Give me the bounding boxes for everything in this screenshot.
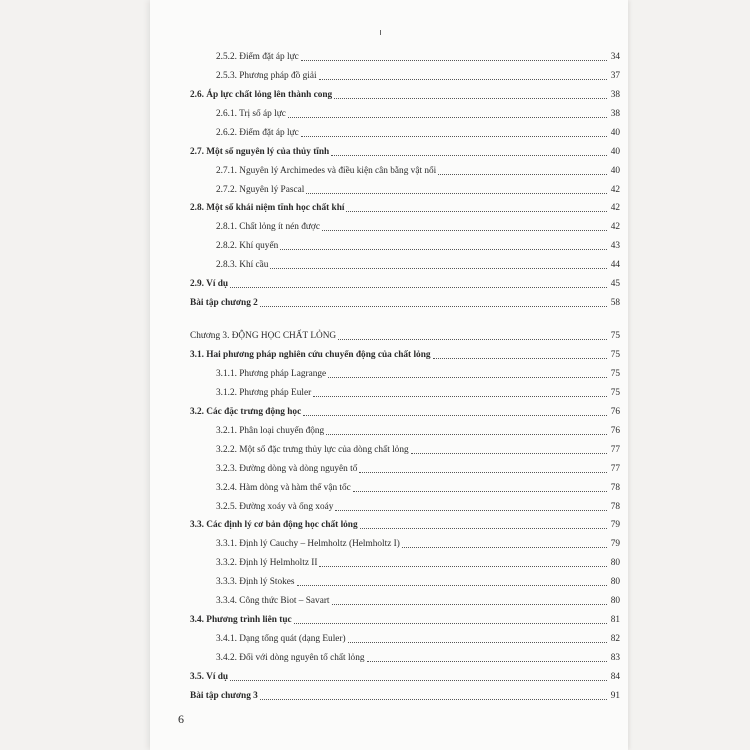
toc-entry-title: 3.3.2. Định lý Helmholtz II <box>216 558 318 569</box>
toc-entry-page: 42 <box>610 184 620 195</box>
toc-entry-page: 42 <box>610 222 620 233</box>
dot-leader <box>338 339 607 340</box>
toc-entry-page: 40 <box>610 127 620 138</box>
toc-entry-page: 77 <box>610 463 620 474</box>
toc-entry-title: 2.5.2. Điểm đặt áp lực <box>216 51 299 62</box>
toc-entry-title: 3.2.5. Đường xoáy và ống xoáy <box>216 501 334 512</box>
toc-entry-title: Bài tập chương 3 <box>190 690 258 701</box>
toc-subsection-entry <box>190 645 620 664</box>
toc-entry-title: 3.1. Hai phương pháp nghiên cứu chuyển động của chất lỏng <box>190 350 431 360</box>
toc-entry-page: 79 <box>610 520 620 531</box>
toc-entry-title: 2.7. Một số nguyên lý của thủy tĩnh <box>190 146 330 157</box>
print-mark <box>380 30 381 35</box>
toc-entry-title: Chương 3. ĐỘNG HỌC CHẤT LỎNG <box>190 331 337 342</box>
dot-leader <box>326 434 607 435</box>
dot-leader <box>346 211 607 212</box>
toc-entry-title: 3.2. Các đặc trưng động học <box>190 406 302 417</box>
toc-entry-page: 80 <box>610 577 620 588</box>
dot-leader <box>438 174 607 175</box>
toc-subsection-entry <box>190 44 620 63</box>
toc-subsection-entry <box>190 158 620 177</box>
toc-entry-title: 2.8. Một số khái niệm tĩnh học chất khí <box>190 203 345 214</box>
toc-section-entry <box>190 196 620 215</box>
toc-entry-title: 3.2.1. Phân loại chuyển động <box>216 425 325 436</box>
toc-entry-title: 3.1.1. Phương pháp Lagrange <box>216 368 327 379</box>
dot-leader <box>359 472 607 473</box>
toc-entry-page: 78 <box>610 501 620 512</box>
dot-leader <box>335 510 607 511</box>
toc-section-entry <box>190 82 620 101</box>
toc-entry-page: 43 <box>610 241 620 252</box>
page-number: 6 <box>178 712 184 726</box>
toc-subsection-entry <box>190 418 620 437</box>
toc-entry-page: 45 <box>610 279 620 290</box>
toc-subsection-entry <box>190 456 620 475</box>
dot-leader <box>297 585 607 586</box>
dot-leader <box>260 699 607 700</box>
toc-section-entry <box>190 139 620 158</box>
dot-leader <box>322 230 607 231</box>
toc-section-entry <box>190 683 620 702</box>
toc-subsection-entry <box>190 531 620 550</box>
toc-subsection-entry <box>190 177 620 196</box>
dot-leader <box>360 528 607 529</box>
toc-entry-title: 3.3. Các định lý cơ bản động học chất lỏng <box>190 520 358 531</box>
toc-entry-page: 76 <box>610 425 620 436</box>
toc-entry-title: 2.5.3. Phương pháp đồ giải <box>216 70 317 81</box>
toc-spacer <box>190 702 620 706</box>
toc-entry-page: 40 <box>610 146 620 157</box>
dot-leader <box>303 415 607 416</box>
toc-entry-title: 2.8.1. Chất lỏng ít nén được <box>216 222 320 233</box>
dot-leader <box>319 566 607 567</box>
dot-leader <box>348 642 607 643</box>
toc-entry-title: 3.2.3. Đường dòng và dòng nguyên tố <box>216 463 358 474</box>
toc-subsection-entry <box>190 475 620 494</box>
dot-leader <box>331 155 607 156</box>
toc-chapter-entry <box>190 323 620 342</box>
dot-leader <box>328 377 607 378</box>
toc-entry-page: 58 <box>610 298 620 309</box>
toc-entry-page: 42 <box>610 203 620 214</box>
toc-entry-title: 2.8.3. Khí cầu <box>216 260 269 271</box>
dot-leader <box>353 491 607 492</box>
table-of-contents <box>190 44 620 706</box>
toc-entry-page: 38 <box>610 89 620 100</box>
toc-entry-page: 75 <box>610 368 620 379</box>
toc-section-entry <box>190 607 620 626</box>
toc-entry-page: 75 <box>610 350 620 360</box>
toc-subsection-entry <box>190 63 620 82</box>
toc-entry-title: Bài tập chương 2 <box>190 298 258 309</box>
toc-entry-page: 37 <box>610 70 620 81</box>
toc-subsection-entry <box>190 101 620 120</box>
toc-entry-page: 75 <box>610 387 620 398</box>
toc-entry-page: 82 <box>610 634 620 645</box>
toc-entry-title: 3.4.1. Dạng tổng quát (dạng Euler) <box>216 634 346 645</box>
dot-leader <box>294 623 607 624</box>
toc-entry-page: 91 <box>610 690 620 701</box>
toc-entry-page: 81 <box>610 615 620 626</box>
toc-subsection-entry <box>190 120 620 139</box>
dot-leader <box>411 453 607 454</box>
toc-entry-page: 34 <box>610 51 620 62</box>
toc-entry-page: 40 <box>610 165 620 176</box>
toc-entry-title: 2.9. Ví dụ <box>190 279 229 290</box>
toc-entry-page: 75 <box>610 331 620 342</box>
toc-entry-title: 3.2.2. Một số đặc trưng thủy lực của dòng chất lỏng <box>216 444 409 455</box>
toc-entry-page: 76 <box>610 406 620 417</box>
dot-leader <box>402 547 607 548</box>
toc-entry-title: 3.3.3. Định lý Stokes <box>216 577 295 588</box>
toc-subsection-entry <box>190 588 620 607</box>
toc-entry-page: 38 <box>610 108 620 119</box>
toc-entry-page: 79 <box>610 539 620 550</box>
dot-leader <box>332 604 608 605</box>
toc-section-entry <box>190 342 620 361</box>
toc-subsection-entry <box>190 550 620 569</box>
toc-subsection-entry <box>190 380 620 399</box>
toc-subsection-entry <box>190 569 620 588</box>
toc-entry-title: 3.1.2. Phương pháp Euler <box>216 387 312 398</box>
toc-section-entry <box>190 513 620 532</box>
toc-subsection-entry <box>190 494 620 513</box>
dot-leader <box>230 680 607 681</box>
toc-entry-title: 3.3.4. Công thức Biot – Savart <box>216 596 330 607</box>
toc-entry-title: 3.4. Phương trình liên tục <box>190 615 292 626</box>
toc-section-entry <box>190 664 620 683</box>
dot-leader <box>319 79 607 80</box>
dot-leader <box>270 268 607 269</box>
toc-entry-page: 83 <box>610 653 620 663</box>
toc-entry-title: 2.7.2. Nguyên lý Pascal <box>216 184 305 195</box>
toc-spacer <box>190 313 620 323</box>
toc-section-entry <box>190 399 620 418</box>
toc-entry-title: 2.8.2. Khí quyển <box>216 241 279 252</box>
toc-entry-page: 84 <box>610 671 620 682</box>
toc-entry-title: 3.4.2. Đối với dòng nguyên tố chất lỏng <box>216 653 365 663</box>
dot-leader <box>280 249 607 250</box>
toc-entry-title: 2.6. Áp lực chất lỏng lên thành cong <box>190 89 333 100</box>
toc-subsection-entry <box>190 252 620 271</box>
dot-leader <box>301 136 607 137</box>
toc-section-entry <box>190 290 620 309</box>
toc-entry-title: 2.6.1. Trị số áp lực <box>216 108 286 119</box>
toc-entry-page: 80 <box>610 558 620 569</box>
toc-subsection-entry <box>190 437 620 456</box>
toc-subsection-entry <box>190 214 620 233</box>
toc-subsection-entry <box>190 233 620 252</box>
dot-leader <box>367 661 608 662</box>
dot-leader <box>334 98 607 99</box>
dot-leader <box>313 396 607 397</box>
dot-leader <box>260 306 607 307</box>
dot-leader <box>230 287 607 288</box>
dot-leader <box>301 60 607 61</box>
toc-entry-page: 78 <box>610 482 620 493</box>
toc-section-entry <box>190 271 620 290</box>
toc-entry-page: 80 <box>610 596 620 607</box>
toc-subsection-entry <box>190 626 620 645</box>
toc-entry-page: 77 <box>610 444 620 455</box>
toc-entry-title: 3.5. Ví dụ <box>190 671 229 682</box>
toc-entry-title: 2.7.1. Nguyên lý Archimedes và điều kiện cân bằng vật nổi <box>216 165 437 176</box>
dot-leader <box>288 117 607 118</box>
toc-subsection-entry <box>190 361 620 380</box>
dot-leader <box>433 358 607 359</box>
toc-entry-title: 3.2.4. Hàm dòng và hàm thế vận tốc <box>216 482 351 493</box>
toc-entry-page: 44 <box>610 260 620 271</box>
toc-entry-title: 3.3.1. Định lý Cauchy – Helmholtz (Helmholtz I) <box>216 539 400 550</box>
toc-entry-title: 2.6.2. Điểm đặt áp lực <box>216 127 299 138</box>
dot-leader <box>306 193 607 194</box>
